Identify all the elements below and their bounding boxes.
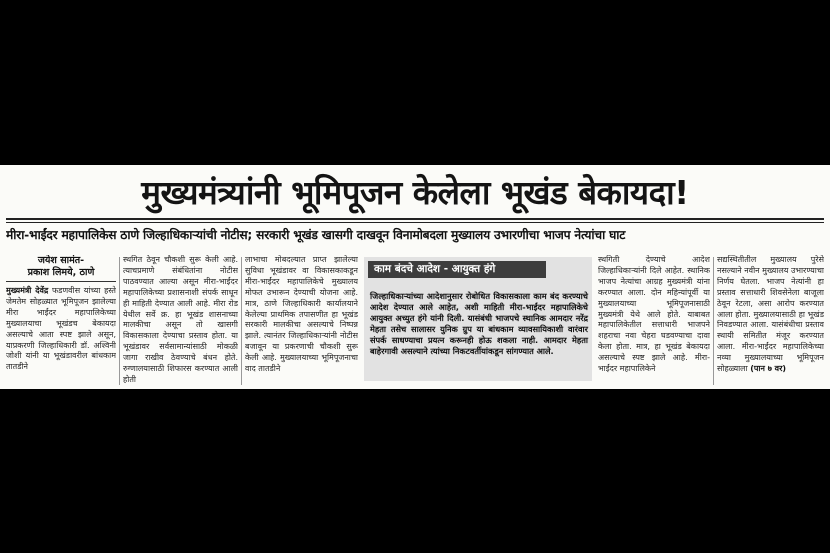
article-column-4 (598, 255, 710, 389)
article-column-2 (123, 255, 238, 389)
article-column-3-text: लाभाचा मोबदल्यात प्राप्त झालेल्या सुविधा भूखंडावर वा विकासकाकडून मीरा-भाईंदर महापालिकेचे मुख्यालय मोफत उभारून देण्याची योजना आहे. मात्र, ठाणे जिल्हाधिकारी कार्यालयाने केलेल्या प्राथमिक तपासणीत हा भूखंड सरकारी मालकीचा असल्याचे निष्पन्न झाले. त्यानंतर जिल्हाधिकाऱ्यांनी नोटीस बजावून या प्रकरणाची चौकशी सुरू केली आहे. मुख्यालयाच्या भूमिपूजनाचा वाद तातडीने (245, 255, 358, 374)
headline: मुख्यमंत्र्यांनी भूमिपूजन केलेला भूखंड बेकायदा! (141, 173, 689, 212)
article-lead: मुख्यमंत्री देवेंद्र (6, 286, 49, 295)
byline-name: जयेश सामंत- (37, 255, 85, 266)
article-column-3 (245, 255, 358, 389)
sidebar-box-title: काम बंदचे आदेश - आयुक्त हंगे (368, 261, 546, 278)
newspaper-clipping (0, 165, 830, 389)
article-column-4-text: स्थगिती देण्याचे आदेश जिल्हाधिकाऱ्यांनी दिले आहेत. स्थानिक भाजप नेत्यांचा आग्रह मुख्यमंत्री यांना करण्यात आला. दोन महिन्यांपूर्वी या मुख्यालयाच्या भूमिपूजनासाठी मुख्यमंत्री येथे आले होते. याबाबत महापालिकेतील सत्ताधारी भाजपने शहराचा नवा चेहरा घडवण्याचा दावा केला होता. मात्र, हा भूखंड बेकायदा असल्याचे स्पष्ट झाले आहे. (598, 255, 710, 363)
article-column-1 (6, 255, 116, 389)
continued-on-page: (पान ७ वर) (750, 364, 787, 374)
headline-rule-top (6, 218, 824, 220)
byline-location: प्रकाश लिमये, ठाणे (27, 267, 95, 278)
article-column-2-text: स्थगित ठेवून चौकशी सुरू केली आहे. त्याचप्रमाणे संबंधितांना नोटीस पाठवण्यात आल्या असून मीरा-भाईंदर महापालिकेच्या प्रशासनाशी संपर्क साधून ही माहिती देण्यात आली आहे. मीरा रोड येथील सर्वे क्र. हा भूखंड शासनाच्या मालकीचा असून तो खासगी विकासकाला देण्याचा प्रस्ताव होता. या भूखंडावर सर्वसामान्यांसाठी मोकळी जागा राखीव ठेवण्याचे बंधन होते. रुग्णालयासाठी शिफारस करण्यात आली होती (123, 255, 238, 384)
article-column-5-text: सद्यस्थितीतील मुख्यालय पुरेसे नसल्याने नवीन मुख्यालय उभारण्याचा निर्णय घेतला. भाजप नेत्यांनी हा प्रस्ताव सत्ताधारी शिवसेनेला बाजूला ठेवून रेटला, असा आरोप करण्यात आला होता. मुख्यालयासाठी हा भूखंड निवडण्यात आला. यासंबंधीचा प्रस्ताव स्थायी समितीत मंजूर करण्यात आला. मीरा-भाईंदर महापालिकेच्या नव्या मुख्यालयाच्या भूमिपूजन सोहळ्याला (717, 255, 824, 374)
column-divider (241, 257, 242, 385)
article-column-1-text: फडणवीस यांच्या हस्ते जेमतेम सोहळ्यात भूमिपूजन झालेल्या मीरा भाईंदर महापालिकेच्या मुख्यालयाचा भूखंडच बेकायदा असल्याचे आता स्पष्ट झाले असून, याप्रकरणी जिल्हाधिकारी डॉ. अश्विनी जोशी यांनी या भूखंडावरील बांधकाम तातडीने (6, 286, 116, 372)
subheadline: मीरा-भाईंदर महापालिकेस ठाणे जिल्हाधिकाऱ्यांची नोटीस; सरकारी भूखंड खासगी दाखवून विनामोबदला मुख्यालय उभारणीचा भाजप नेत्यांचा घाट (6, 228, 626, 242)
sidebar-box (364, 257, 592, 381)
byline-divider (6, 281, 116, 282)
article-column-4-tail: मीरा-भाईंदर महापालिकेने (598, 353, 710, 374)
sidebar-box-body: जिल्हाधिकाऱ्यांच्या आदेशानुसार रोबोधित विकासकाला काम बंद करण्याचे आदेश देण्यात आले आहेत, अशी माहिती मीरा-भाईंदर महापालिकेचे आयुक्त अच्युत हंगे यांनी दिली. यासंबंधी भाजपचे स्थानिक आमदार नरेंद्र मेहता तसेच सालासर युनिक ग्रुप या बांधकाम व्यावसायिकाशी वारंवार संपर्क साधण्याचा प्रयत्न करूनही होऊ शकला नाही. आमदार मेहता बाहेरगावी असल्याने त्यांच्या निकटवर्तीयांकडून सांगण्यात आले. (370, 291, 588, 356)
headline-rule-bottom (6, 222, 824, 223)
column-divider (713, 257, 714, 385)
article-column-5 (717, 255, 824, 389)
column-divider (119, 257, 120, 385)
